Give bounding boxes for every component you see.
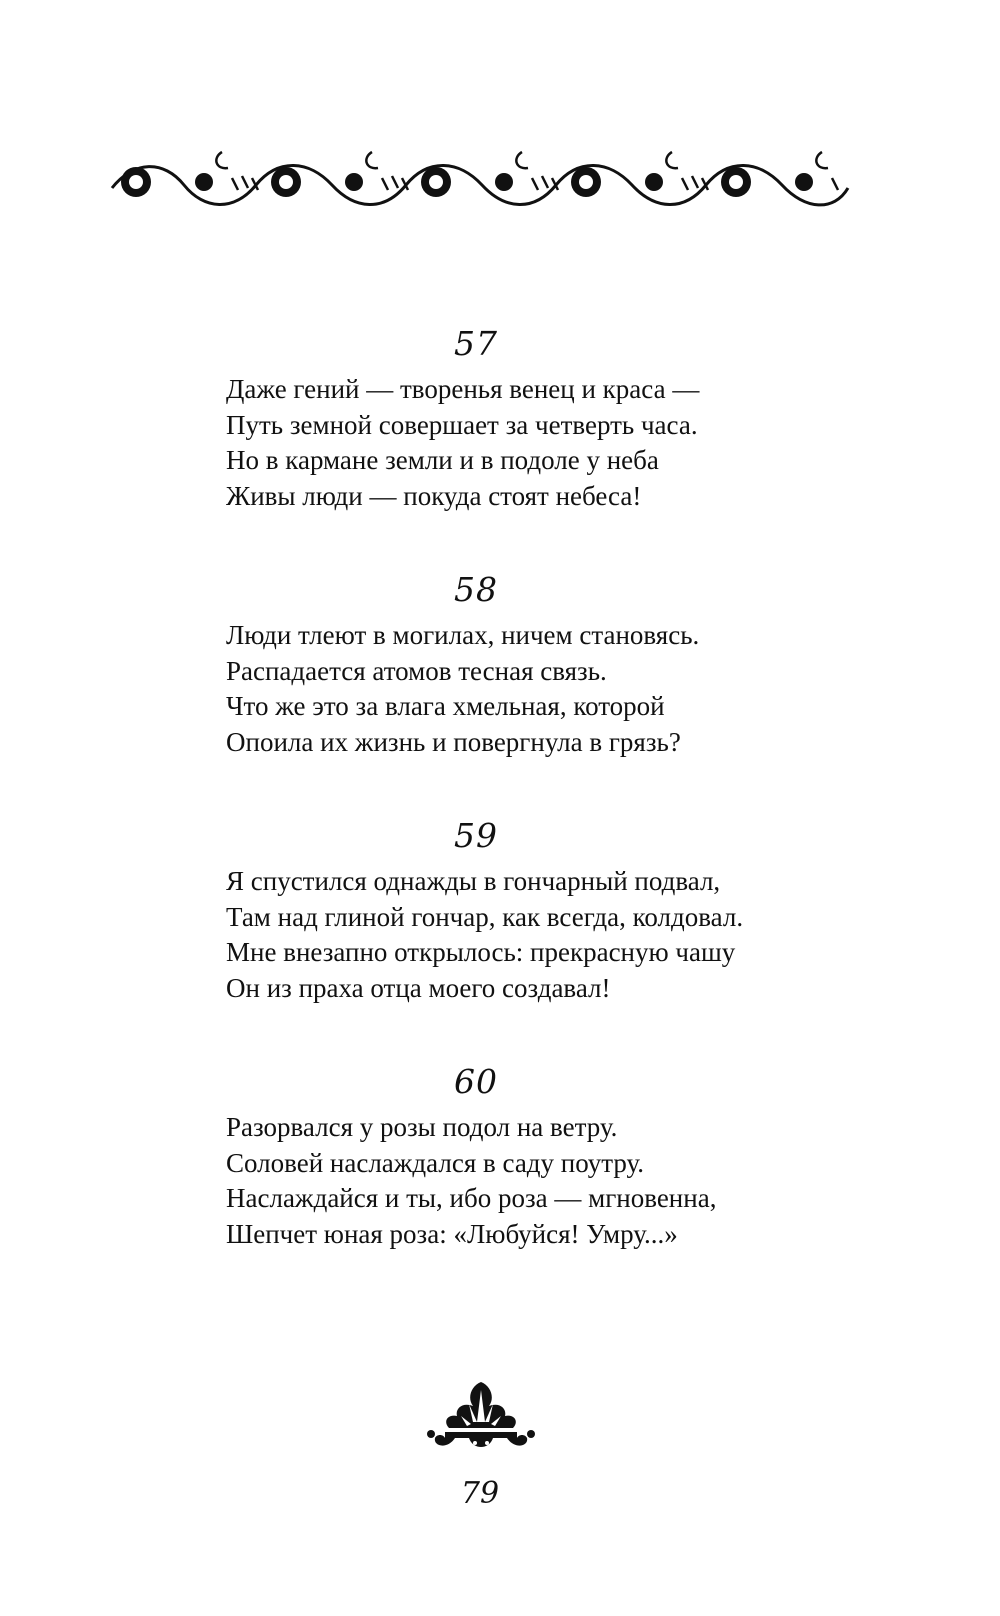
page-content (226, 320, 846, 1252)
poem-number: 59 (454, 816, 498, 855)
poem-line: Путь земной совершает за четверть часа. (226, 409, 698, 440)
poem-number: 58 (454, 570, 498, 609)
poem-number: 60 (454, 1062, 498, 1101)
poem-line: Что же это за влага хмельная, которой (226, 691, 665, 721)
poem-line: Соловей наслаждался в саду поутру. (226, 1147, 645, 1178)
poem-line: Шепчет юная роза: «Любуйся! Умру...» (226, 1218, 678, 1249)
poem-59 (226, 812, 846, 1006)
poem-line: Разорвался у розы подол на ветру. (226, 1112, 618, 1142)
poem-58 (226, 566, 846, 760)
poem-57 (226, 320, 846, 514)
poem-line: Он из праха отца моего создавал! (226, 972, 611, 1003)
poem-line: Но в кармане земли и в подоле у неба (226, 445, 659, 475)
poem-line: Люди тлеют в могилах, ничем становясь. (226, 620, 700, 650)
page-number: 79 (460, 1476, 500, 1511)
poem-60 (226, 1058, 846, 1252)
header-scroll-ornament (104, 140, 856, 222)
poem-line: Там над глиной гончар, как всегда, колдовал. (226, 901, 744, 932)
poem-line: Наслаждайся и ты, ибо роза — мгновенна, (226, 1183, 717, 1213)
poem-line: Опоила их жизнь и повергнула в грязь? (226, 726, 681, 757)
footer-palmette-ornament (425, 1376, 537, 1456)
poem-number: 57 (454, 324, 498, 363)
poem-line: Мне внезапно открылось: прекрасную чашу (226, 937, 736, 967)
poem-line: Распадается атомов тесная связь. (226, 655, 607, 686)
poem-line: Даже гений — творенья венец и краса — (226, 374, 700, 404)
poem-line: Живы люди — покуда стоят небеса! (226, 480, 642, 511)
poem-line: Я спустился однажды в гончарный подвал, (226, 866, 721, 896)
